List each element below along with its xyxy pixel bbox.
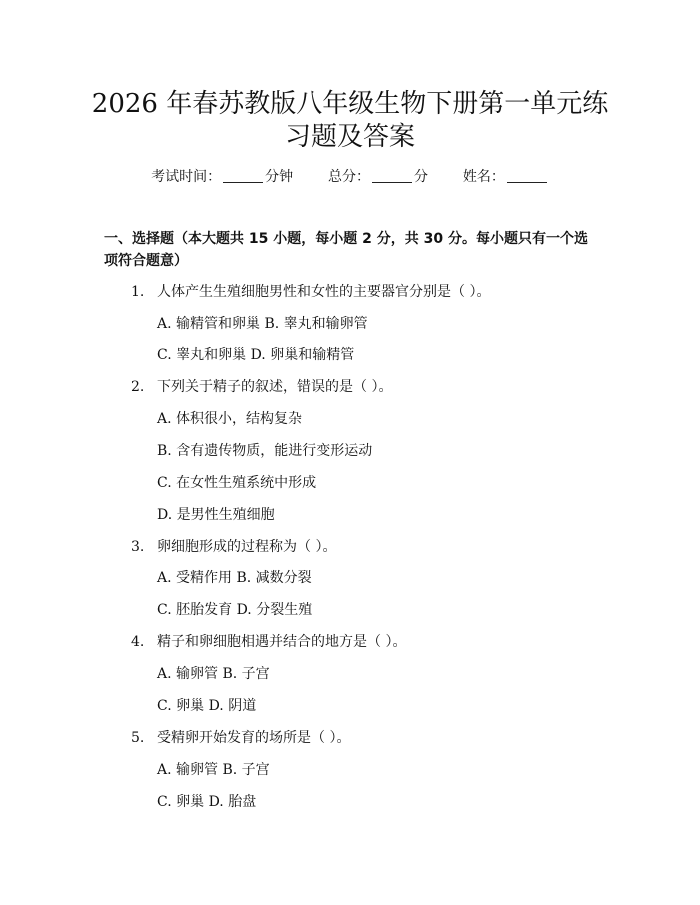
question-4-options-row-2: C. 卵巢 D. 阴道 — [157, 698, 257, 714]
question-number: 2. — [131, 379, 145, 395]
section-heading-choice: 一、选择题（本大题共 15 小题，每小题 2 分，共 30 分。每小题只有一个选项符合题意） — [104, 231, 588, 269]
question-text: 精子和卵细胞相遇并结合的地方是（ ）。 — [157, 634, 407, 650]
question-5 — [131, 728, 350, 748]
question-2-option-d: D. 是男性生殖细胞 — [157, 507, 275, 523]
question-text: 卵细胞形成的过程称为（ ）。 — [157, 539, 337, 555]
exam-time-unit: 分钟 — [265, 169, 294, 185]
name-blank — [507, 170, 547, 183]
question-3-options-row-2: C. 胚胎发育 D. 分裂生殖 — [157, 602, 313, 618]
question-number: 1. — [131, 284, 145, 300]
question-text: 受精卵开始发育的场所是（ ）。 — [157, 730, 351, 746]
question-1-options-row-1: A. 输精管和卵巢 B. 睾丸和输卵管 — [157, 316, 368, 332]
question-number: 4. — [131, 634, 145, 650]
total-score-unit: 分 — [414, 169, 428, 185]
exam-info-line — [0, 166, 700, 186]
total-score-blank — [372, 170, 412, 183]
question-2-option-c: C. 在女性生殖系统中形成 — [157, 475, 317, 491]
page-title-line-1: 2026 年春苏教版八年级生物下册第一单元练 — [91, 89, 609, 119]
total-score-label: 总分： — [328, 169, 370, 185]
question-number: 3. — [131, 539, 145, 555]
question-1 — [131, 282, 490, 302]
question-text: 人体产生生殖细胞男性和女性的主要器官分别是（ ）。 — [157, 284, 491, 300]
question-2-option-a: A. 体积很小，结构复杂 — [157, 411, 303, 427]
question-3 — [131, 537, 336, 557]
question-5-options-row-2: C. 卵巢 D. 胎盘 — [157, 794, 257, 810]
question-3-options-row-1: A. 受精作用 B. 减数分裂 — [157, 570, 312, 586]
question-4-options-row-1: A. 输卵管 B. 子宫 — [157, 666, 270, 682]
question-2 — [131, 377, 392, 397]
name-label: 姓名： — [462, 169, 505, 185]
question-5-options-row-1: A. 输卵管 B. 子宫 — [157, 762, 270, 778]
page-title-line-2: 习题及答案 — [284, 122, 415, 152]
question-text: 下列关于精子的叙述，错误的是（ ）。 — [157, 379, 393, 395]
exam-time-blank — [223, 170, 263, 183]
question-4 — [131, 632, 406, 652]
question-1-options-row-2: C. 睾丸和卵巢 D. 卵巢和输精管 — [157, 347, 355, 363]
question-number: 5. — [131, 730, 145, 746]
exam-time-label: 考试时间： — [151, 169, 222, 185]
question-2-option-b: B. 含有遗传物质，能进行变形运动 — [157, 443, 373, 459]
